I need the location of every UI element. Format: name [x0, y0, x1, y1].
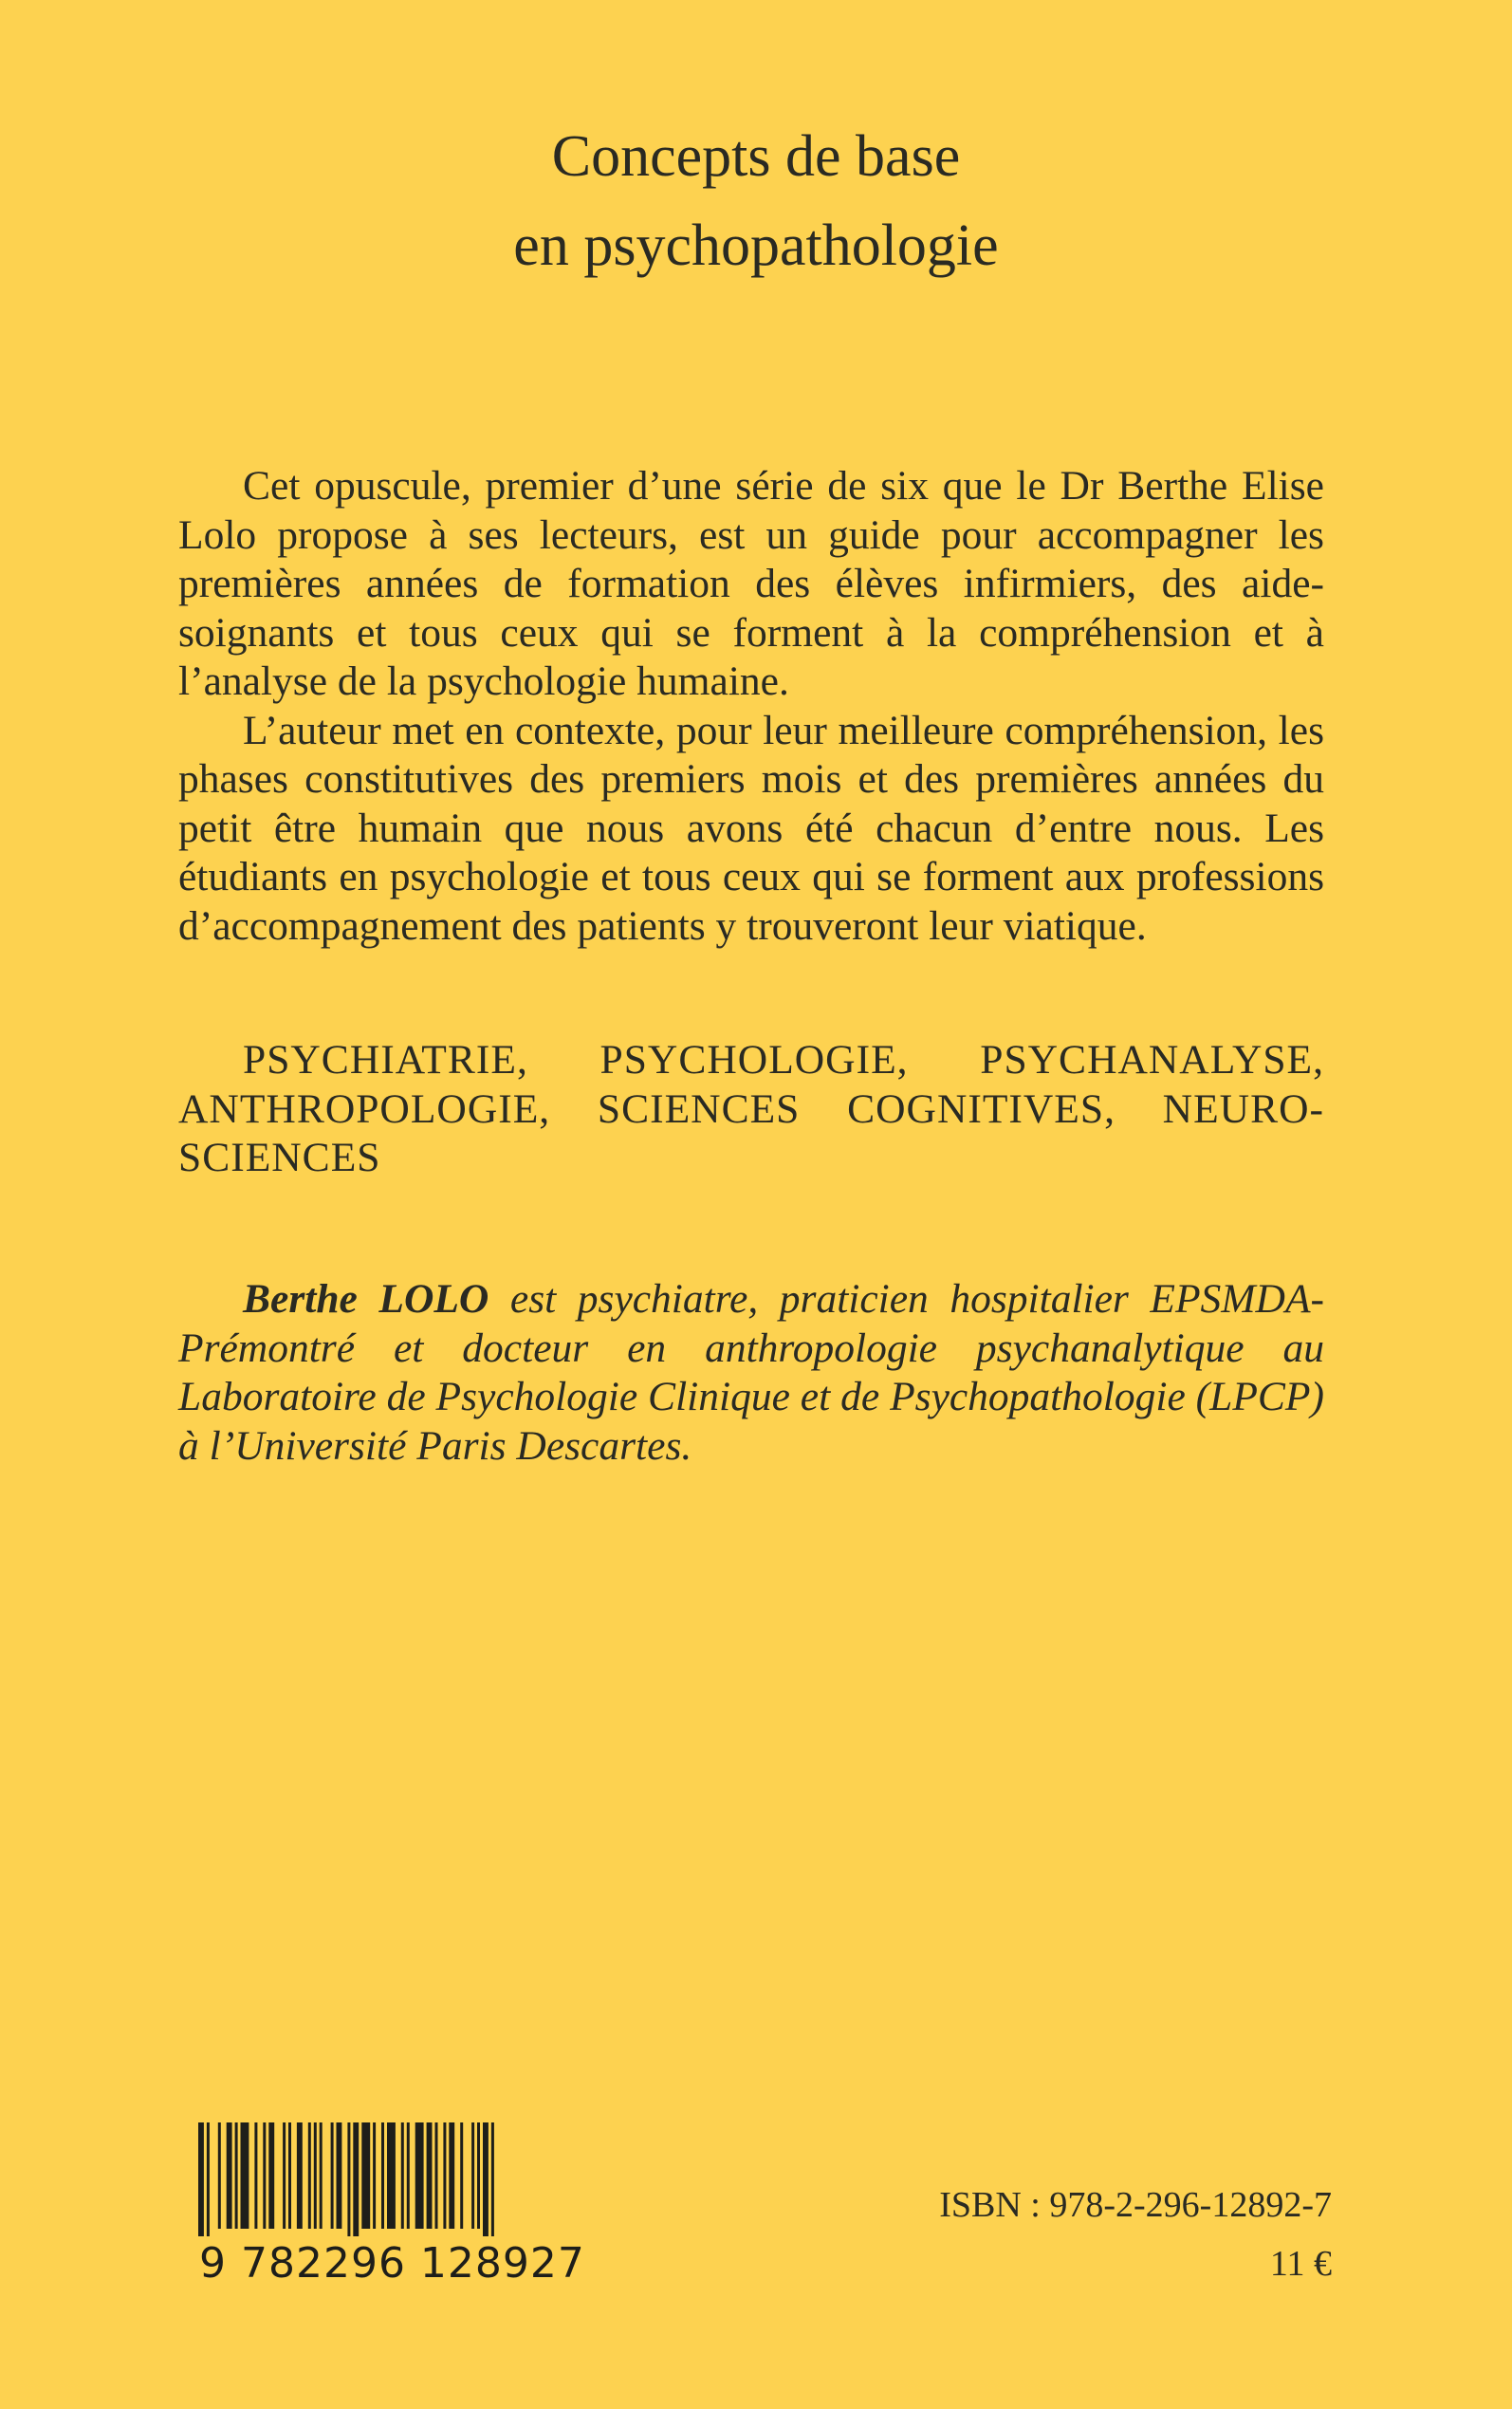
barcode-bar: [373, 2122, 376, 2229]
barcode-bar: [435, 2122, 438, 2229]
blurb-paragraph-1: Cet opuscule, premier d’une série de six que le Dr Berthe Elise Lolo propose à ses lecteurs, est un guide pour accompagner les premières années de formation des élèves infirmiers, des aide-soignants et tous ceux qui se forment à la compréhension et à l’analyse de la psychologie humaine.: [178, 463, 1324, 704]
title-line-2: en psychopathologie: [513, 213, 999, 278]
isbn: ISBN : 978-2-296-12892-7: [939, 2185, 1332, 2225]
blurb: [178, 462, 1324, 951]
barcode-bar: [460, 2122, 463, 2229]
barcode-bar: [320, 2122, 323, 2229]
barcode-bar: [254, 2122, 257, 2229]
barcode-bar: [407, 2122, 410, 2229]
barcode-bar: [353, 2122, 359, 2236]
barcode-bar: [297, 2122, 303, 2229]
barcode-bar: [449, 2122, 454, 2229]
barcode-bar: [427, 2122, 433, 2229]
barcode-bar: [347, 2122, 350, 2236]
title-line-1: Concepts de base: [551, 124, 961, 189]
barcode-bar: [198, 2122, 204, 2236]
barcode-bar: [283, 2122, 286, 2229]
barcode-bar: [491, 2122, 494, 2236]
barcode-bar: [477, 2122, 480, 2229]
barcode-bar: [387, 2122, 396, 2229]
barcode-bar: [314, 2122, 317, 2229]
barcode-bars: [194, 2122, 574, 2236]
book-title: [0, 112, 1512, 290]
barcode-digits: 9 782296 128927: [199, 2239, 585, 2288]
barcode-bar: [483, 2122, 489, 2236]
barcode-bar: [331, 2122, 334, 2229]
barcode-bar: [263, 2122, 266, 2229]
barcode-bar: [381, 2122, 384, 2229]
barcode-bar: [401, 2122, 404, 2229]
barcode-bar: [207, 2122, 210, 2236]
author-name: Berthe LOLO: [243, 1276, 489, 1322]
barcode-bar: [241, 2122, 249, 2229]
keywords: PSYCHIATRIE, PSYCHOLOGIE, PSYCHANALYSE, ANTHROPOLOGIE, SCIENCES COGNITIVES, NEURO-SCIENCES: [178, 1037, 1324, 1180]
barcode-bar: [443, 2122, 446, 2229]
barcode-bar: [308, 2122, 311, 2229]
barcode-bar: [288, 2122, 291, 2229]
barcode-bar: [471, 2122, 474, 2229]
blurb-paragraph-2: L’auteur met en contexte, pour leur meilleure compréhension, les phases constitutives des premiers mois et des premières années du petit être humain que nous avons été chacun d’entre nous. Les étudiants en psychologie et tous ceux qui se forment aux professions d’accompagnement des patients y trouveront leur viatique.: [178, 707, 1324, 949]
price: 11 €: [1269, 2244, 1332, 2284]
author-bio-text: est psychiatre, praticien hospitalier EPSMDA-Prémontré et docteur en anthropologie psychanalytique au Laboratoire de Psychologie Clinique et de Psychopathologie (LPCP) à l’Université Paris Descartes.: [178, 1276, 1324, 1469]
author-bio: [178, 1275, 1324, 1471]
barcode-bar: [218, 2122, 221, 2229]
barcode-bar: [235, 2122, 238, 2229]
barcode-bar: [337, 2122, 342, 2229]
barcode-bar: [415, 2122, 424, 2229]
barcode-bar: [361, 2122, 370, 2229]
barcode-bar: [227, 2122, 232, 2229]
barcode-bar: [268, 2122, 274, 2229]
